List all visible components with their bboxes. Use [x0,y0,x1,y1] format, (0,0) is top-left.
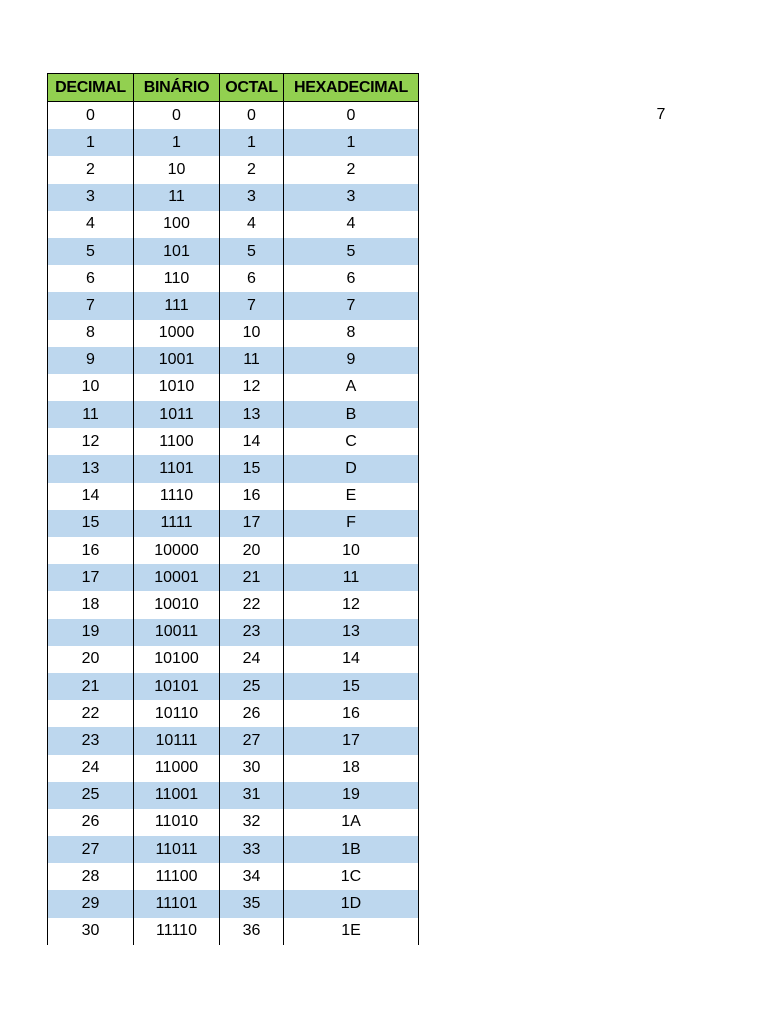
decimal-cell[interactable]: 9 [48,347,134,374]
decimal-cell[interactable]: 20 [48,646,134,673]
column-header-binary[interactable]: BINÁRIO [134,74,220,102]
table-row [48,184,419,211]
decimal-cell[interactable]: 0 [48,102,134,130]
binary-cell[interactable]: 11011 [134,836,220,863]
binary-cell[interactable]: 101 [134,238,220,265]
octal-cell[interactable]: 4 [220,211,284,238]
decimal-cell[interactable]: 16 [48,537,134,564]
conversion-table-container [47,73,419,945]
table-row [48,320,419,347]
decimal-cell[interactable]: 22 [48,700,134,727]
table-row [48,238,419,265]
octal-cell[interactable]: 31 [220,782,284,809]
binary-cell[interactable]: 1010 [134,374,220,401]
table-row [48,537,419,564]
hexadecimal-cell[interactable]: 1D [284,890,419,917]
hexadecimal-cell[interactable]: 5 [284,238,419,265]
octal-cell[interactable]: 15 [220,455,284,482]
table-row [48,673,419,700]
binary-cell[interactable]: 1111 [134,510,220,537]
binary-cell[interactable]: 1011 [134,401,220,428]
binary-cell[interactable]: 10110 [134,700,220,727]
octal-cell[interactable]: 21 [220,564,284,591]
table-row [48,102,419,130]
table-row [48,890,419,917]
hexadecimal-cell[interactable]: 7 [284,292,419,319]
decimal-cell[interactable]: 4 [48,211,134,238]
table-row [48,619,419,646]
decimal-cell[interactable]: 21 [48,673,134,700]
number-base-conversion-table [47,73,419,945]
binary-cell[interactable]: 11100 [134,863,220,890]
binary-cell[interactable]: 110 [134,265,220,292]
binary-cell[interactable]: 10001 [134,564,220,591]
decimal-cell[interactable]: 23 [48,727,134,754]
binary-cell[interactable]: 10011 [134,619,220,646]
column-header-hexadecimal[interactable]: HEXADECIMAL [284,74,419,102]
binary-cell[interactable]: 1101 [134,455,220,482]
binary-cell[interactable]: 100 [134,211,220,238]
binary-cell[interactable]: 11000 [134,755,220,782]
table-row [48,129,419,156]
table-row [48,211,419,238]
hexadecimal-cell[interactable]: 9 [284,347,419,374]
octal-cell[interactable]: 3 [220,184,284,211]
octal-cell[interactable]: 26 [220,700,284,727]
octal-cell[interactable]: 36 [220,918,284,945]
hexadecimal-cell[interactable]: 1E [284,918,419,945]
table-row [48,401,419,428]
binary-cell[interactable]: 1110 [134,483,220,510]
table-row [48,292,419,319]
hexadecimal-cell[interactable]: 3 [284,184,419,211]
octal-cell[interactable]: 33 [220,836,284,863]
table-header [48,74,419,102]
octal-cell[interactable]: 1 [220,129,284,156]
table-row [48,863,419,890]
binary-cell[interactable]: 10010 [134,591,220,618]
octal-cell[interactable]: 34 [220,863,284,890]
decimal-cell[interactable]: 8 [48,320,134,347]
hexadecimal-cell[interactable]: 1 [284,129,419,156]
octal-cell[interactable]: 24 [220,646,284,673]
table-row [48,265,419,292]
binary-cell[interactable]: 10101 [134,673,220,700]
decimal-cell[interactable]: 17 [48,564,134,591]
octal-cell[interactable]: 6 [220,265,284,292]
hexadecimal-cell[interactable]: 17 [284,727,419,754]
decimal-cell[interactable]: 30 [48,918,134,945]
decimal-cell[interactable]: 18 [48,591,134,618]
binary-cell[interactable]: 11101 [134,890,220,917]
hexadecimal-cell[interactable]: B [284,401,419,428]
binary-cell[interactable]: 11110 [134,918,220,945]
octal-cell[interactable]: 22 [220,591,284,618]
table-row [48,510,419,537]
decimal-cell[interactable]: 29 [48,890,134,917]
decimal-cell[interactable]: 19 [48,619,134,646]
octal-cell[interactable]: 30 [220,755,284,782]
binary-cell[interactable]: 11 [134,184,220,211]
hexadecimal-cell[interactable]: F [284,510,419,537]
binary-cell[interactable]: 1100 [134,428,220,455]
table-row [48,918,419,945]
decimal-cell[interactable]: 12 [48,428,134,455]
hexadecimal-cell[interactable]: 11 [284,564,419,591]
hexadecimal-cell[interactable]: C [284,428,419,455]
decimal-cell[interactable]: 15 [48,510,134,537]
decimal-cell[interactable]: 14 [48,483,134,510]
binary-cell[interactable]: 1001 [134,347,220,374]
hexadecimal-cell[interactable]: A [284,374,419,401]
table-row [48,156,419,183]
hexadecimal-cell[interactable]: 1B [284,836,419,863]
table-row [48,455,419,482]
table-row [48,591,419,618]
decimal-cell[interactable]: 28 [48,863,134,890]
table-body [48,102,419,945]
octal-cell[interactable]: 7 [220,292,284,319]
binary-cell[interactable]: 1000 [134,320,220,347]
octal-cell[interactable]: 32 [220,809,284,836]
table-row [48,646,419,673]
decimal-cell[interactable]: 25 [48,782,134,809]
octal-cell[interactable]: 23 [220,619,284,646]
octal-cell[interactable]: 10 [220,320,284,347]
binary-cell[interactable]: 0 [134,102,220,130]
table-row [48,727,419,754]
hexadecimal-cell[interactable]: E [284,483,419,510]
octal-cell[interactable]: 12 [220,374,284,401]
hexadecimal-cell[interactable]: 1A [284,809,419,836]
octal-cell[interactable]: 35 [220,890,284,917]
header-row [48,74,419,102]
octal-cell[interactable]: 13 [220,401,284,428]
hexadecimal-cell[interactable]: 1C [284,863,419,890]
hexadecimal-cell[interactable]: 2 [284,156,419,183]
decimal-cell[interactable]: 11 [48,401,134,428]
octal-cell[interactable]: 2 [220,156,284,183]
binary-cell[interactable]: 10000 [134,537,220,564]
octal-cell[interactable]: 25 [220,673,284,700]
table-row [48,483,419,510]
table-row [48,836,419,863]
decimal-cell[interactable]: 5 [48,238,134,265]
binary-cell[interactable]: 11010 [134,809,220,836]
decimal-cell[interactable]: 24 [48,755,134,782]
hexadecimal-cell[interactable]: 6 [284,265,419,292]
octal-cell[interactable]: 0 [220,102,284,130]
decimal-cell[interactable]: 13 [48,455,134,482]
decimal-cell[interactable]: 10 [48,374,134,401]
decimal-cell[interactable]: 2 [48,156,134,183]
standalone-cell-value[interactable]: 7 [656,106,666,123]
table-row [48,564,419,591]
decimal-cell[interactable]: 3 [48,184,134,211]
hexadecimal-cell[interactable]: 4 [284,211,419,238]
binary-cell[interactable]: 10111 [134,727,220,754]
octal-cell[interactable]: 11 [220,347,284,374]
hexadecimal-cell[interactable]: 14 [284,646,419,673]
binary-cell[interactable]: 10100 [134,646,220,673]
hexadecimal-cell[interactable]: 0 [284,102,419,130]
hexadecimal-cell[interactable]: 16 [284,700,419,727]
hexadecimal-cell[interactable]: 12 [284,591,419,618]
hexadecimal-cell[interactable]: D [284,455,419,482]
octal-cell[interactable]: 17 [220,510,284,537]
hexadecimal-cell[interactable]: 19 [284,782,419,809]
column-header-decimal[interactable]: DECIMAL [48,74,134,102]
hexadecimal-cell[interactable]: 18 [284,755,419,782]
table-row [48,782,419,809]
octal-cell[interactable]: 27 [220,727,284,754]
binary-cell[interactable]: 1 [134,129,220,156]
octal-cell[interactable]: 16 [220,483,284,510]
decimal-cell[interactable]: 1 [48,129,134,156]
decimal-cell[interactable]: 6 [48,265,134,292]
octal-cell[interactable]: 5 [220,238,284,265]
hexadecimal-cell[interactable]: 10 [284,537,419,564]
binary-cell[interactable]: 111 [134,292,220,319]
table-row [48,755,419,782]
decimal-cell[interactable]: 27 [48,836,134,863]
binary-cell[interactable]: 11001 [134,782,220,809]
table-row [48,374,419,401]
table-row [48,700,419,727]
hexadecimal-cell[interactable]: 8 [284,320,419,347]
table-row [48,347,419,374]
decimal-cell[interactable]: 7 [48,292,134,319]
binary-cell[interactable]: 10 [134,156,220,183]
hexadecimal-cell[interactable]: 13 [284,619,419,646]
hexadecimal-cell[interactable]: 15 [284,673,419,700]
table-row [48,428,419,455]
column-header-octal[interactable]: OCTAL [220,74,284,102]
octal-cell[interactable]: 20 [220,537,284,564]
decimal-cell[interactable]: 26 [48,809,134,836]
table-row [48,809,419,836]
octal-cell[interactable]: 14 [220,428,284,455]
